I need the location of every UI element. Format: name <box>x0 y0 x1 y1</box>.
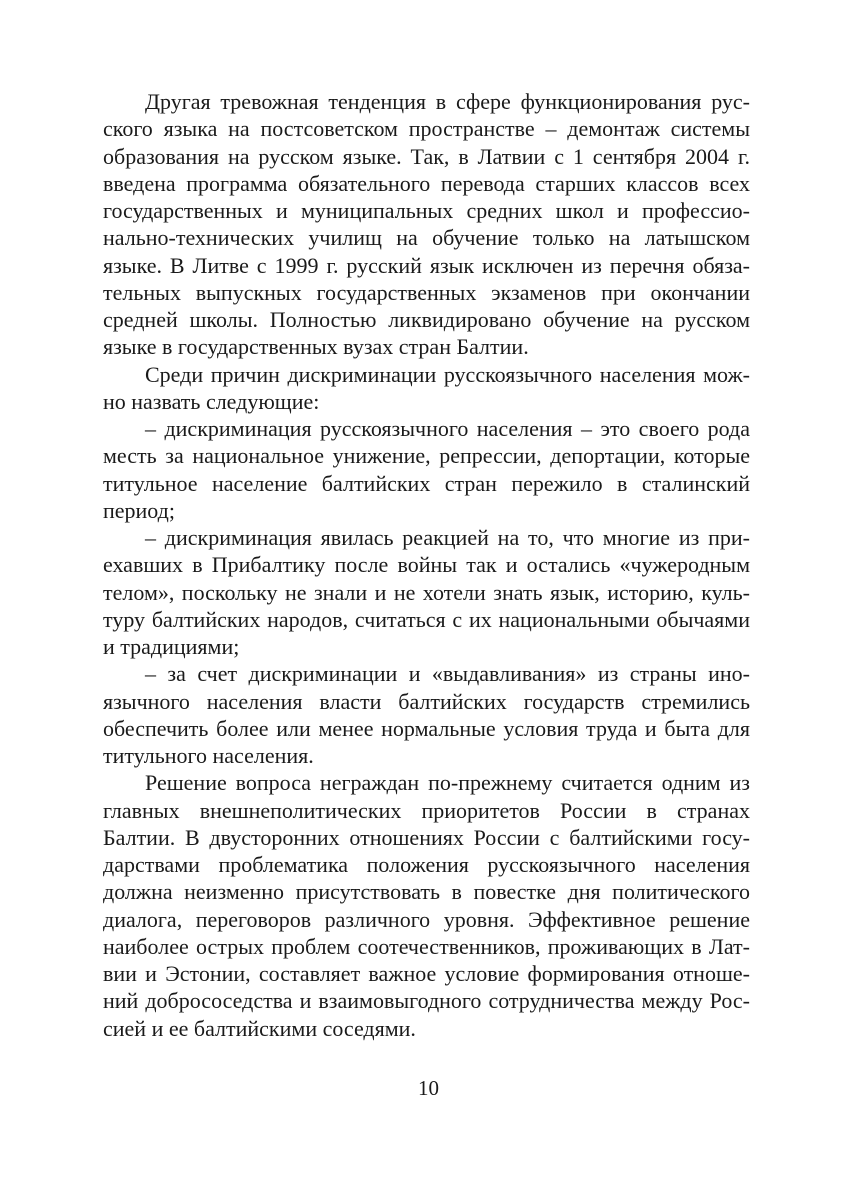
paragraph-reason-reaction: – дискриминация явилась реакцией на то, что многие из приехавших в Прибалтику после войны так и остались «чужеродным телом», поскольку не знали и не хотели знать язык, историю, культуру балтийских народов, считаться с их национальными обычаями и традициями; <box>103 525 750 659</box>
paragraph-non-citizens-priority: Решение вопроса неграждан по-прежнему считается одним из главных внешнеполитических приоритетов России в странах Балтии. В двусторонних отношениях России с балтийскими государствами проблематика положения русскоязычного населения должна неизменно присутствовать в повестке дня политического диалога, переговоров различного уровня. Эффективное решение наиболее острых проблем соотечественников, проживающих в Латвии и Эстонии, составляет важное условие формирования отношений добрососедства и взаимовыгодного сотрудничества между Россией и ее балтийскими соседями. <box>103 770 750 1041</box>
page-number: 10 <box>418 1076 439 1100</box>
body-text <box>103 88 750 1042</box>
paragraph-discrimination-reasons-intro: Среди причин дискриминации русскоязычного населения можно назвать следующие: <box>103 361 750 414</box>
paragraph-reason-revenge: – дискриминация русскоязычного населения – это своего рода месть за национальное унижение, репрессии, депортации, которые титульное население балтийских стран пережило в сталинский период; <box>103 416 750 523</box>
paragraph-education-dismantling: Другая тревожная тенденция в сфере функционирования русского языка на постсоветском пространстве – демонтаж системы образования на русском языке. Так, в Латвии с 1 сентября 2004 г. введена программа обязательного перевода старших классов всех государственных и муниципальных средних школ и профессионально-технических училищ на обучение только на латышском языке. В Литве с 1999 г. русский язык исключен из перечня обязательных выпускных государственных экзаменов при окончании средней школы. Полностью ликвидировано обучение на русском языке в государственных вузах стран Балтии. <box>103 89 750 360</box>
paragraph-reason-squeezing-out: – за счет дискриминации и «выдавливания» из страны иноязычного населения власти балтийских государств стремились обеспечить более или менее нормальные условия труда и быта для титульного населения. <box>103 661 750 768</box>
